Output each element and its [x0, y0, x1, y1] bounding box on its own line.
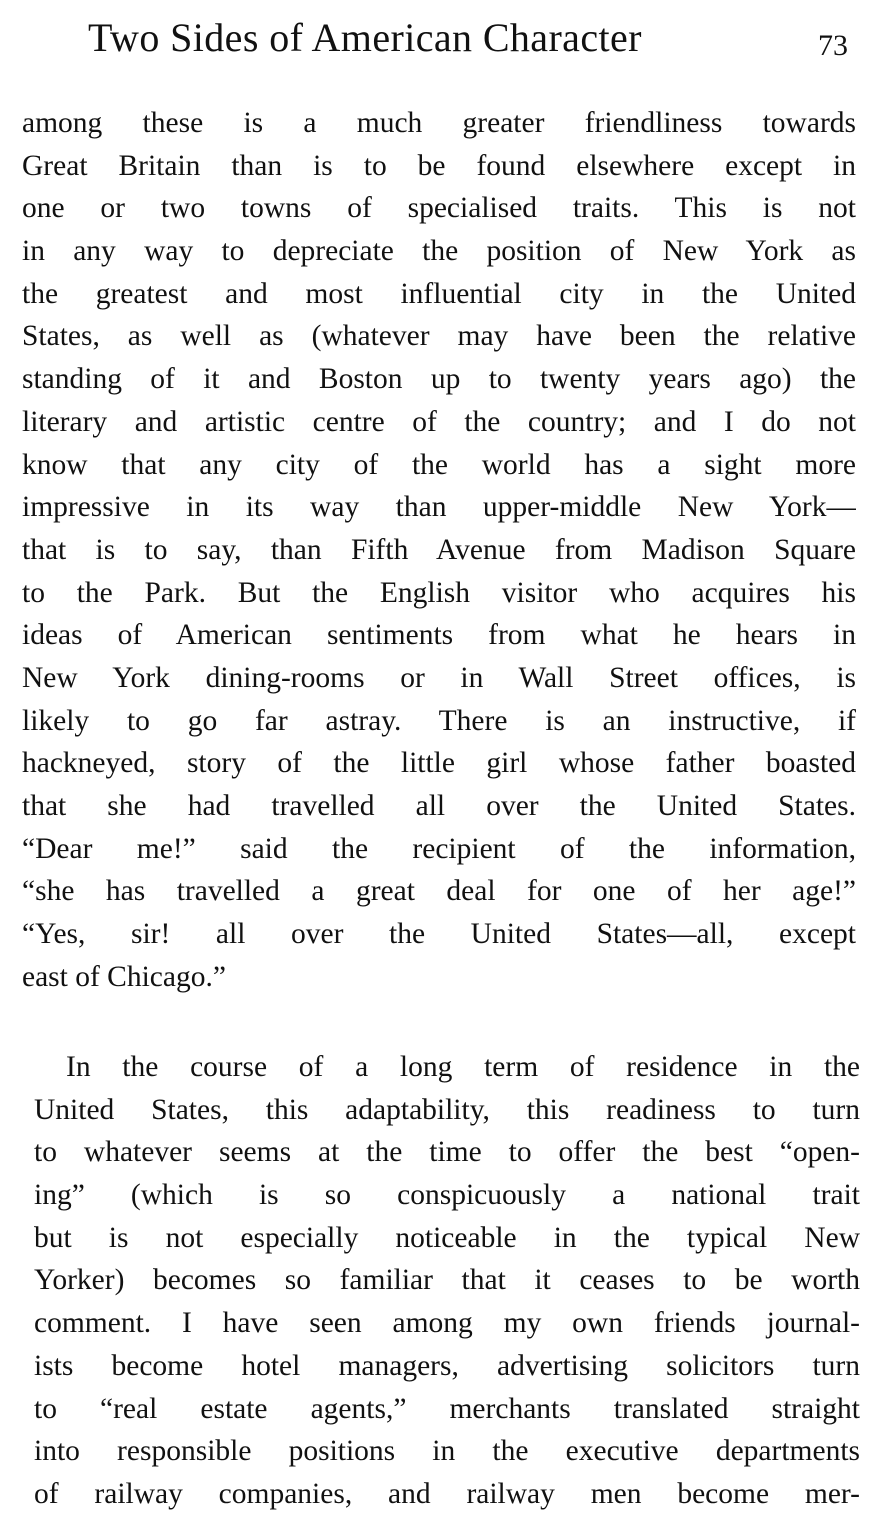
text-line: ists become hotel managers, advertising solicitors turn — [34, 1349, 860, 1382]
text-line: “Yes, sir! all over the United States—all, except — [22, 918, 856, 951]
text-line: Great Britain than is to be found elsewhere except in — [22, 149, 856, 182]
text-line: ideas of American sentiments from what he hears in — [22, 619, 856, 652]
text-line: States, as well as (whatever may have been the relative — [22, 320, 856, 353]
text-line: in any way to depreciate the position of New York as — [22, 235, 856, 268]
paragraph-new — [34, 1046, 860, 1516]
text-line: but is not especially noticeable in the typical New — [34, 1221, 860, 1254]
text-line: hackneyed, story of the little girl whose father boasted — [22, 747, 856, 780]
text-line: to the Park. But the English visitor who acquires his — [22, 576, 856, 609]
text-line: “she has travelled a great deal for one of her age!” — [22, 875, 856, 908]
text-line: know that any city of the world has a sight more — [22, 448, 856, 481]
text-line: among these is a much greater friendliness towards — [22, 107, 856, 139]
text-line: comment. I have seen among my own friends journal- — [34, 1307, 860, 1340]
text-line: to whatever seems at the time to offer the best “open- — [34, 1136, 860, 1169]
text-line: New York dining-rooms or in Wall Street offices, is — [22, 661, 856, 694]
text-line: “Dear me!” said the recipient of the information, — [22, 832, 856, 865]
running-head — [88, 10, 858, 66]
text-line: that she had travelled all over the United States. — [22, 790, 856, 822]
text-line: standing of it and Boston up to twenty years ago) the — [22, 363, 856, 396]
text-line: of railway companies, and railway men become mer- — [34, 1477, 860, 1510]
text-line: United States, this adaptability, this readiness to turn — [34, 1093, 860, 1126]
text-line: into responsible positions in the executive departments — [34, 1435, 860, 1468]
text-line: east of Chicago.” — [22, 960, 226, 993]
text-line: ing” (which is so conspicuously a national trait — [34, 1179, 860, 1212]
page-number: 73 — [818, 29, 848, 62]
text-line: Yorker) becomes so familiar that it ceases to be worth — [34, 1264, 860, 1297]
text-line: impressive in its way than upper-middle New York— — [22, 491, 856, 524]
text-line: the greatest and most influential city in the United — [22, 277, 856, 310]
paragraph-continued — [22, 102, 856, 998]
text-line: literary and artistic centre of the country; and I do not — [22, 405, 856, 438]
text-line: that is to say, than Fifth Avenue from Madison Square — [22, 533, 856, 566]
text-line: In the course of a long term of residence in the — [66, 1051, 860, 1083]
text-line: to “real estate agents,” merchants translated straight — [34, 1392, 860, 1425]
text-line: one or two towns of specialised traits. This is not — [22, 192, 856, 225]
text-line: likely to go far astray. There is an instructive, if — [22, 704, 856, 737]
running-title: Two Sides of American Character — [88, 15, 642, 60]
